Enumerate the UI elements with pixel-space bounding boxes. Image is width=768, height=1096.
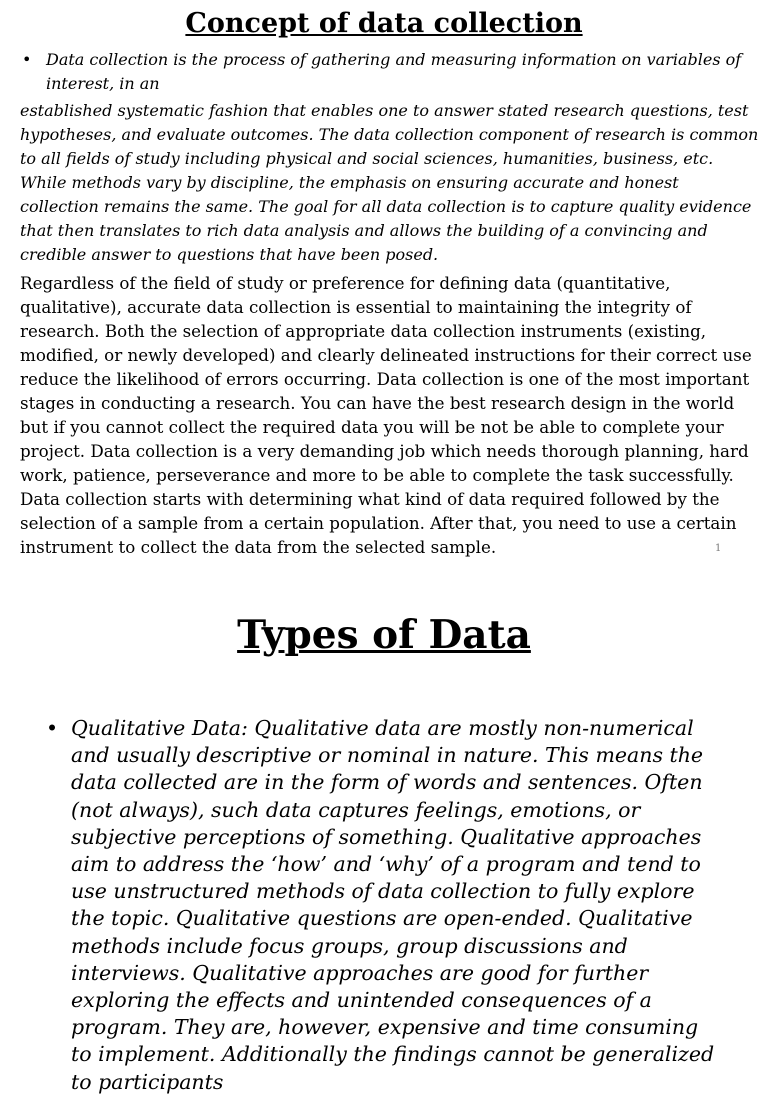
page-number: 1 bbox=[715, 543, 722, 554]
slide-title: Concept of data collection bbox=[185, 8, 583, 39]
italic-paragraph: established systematic fashion that enables one to answer stated research questions, test hypotheses, and evaluate outcomes. The data collection component of research is common to all fields of study including physical and social sciences, humanities, business, etc. While methods vary by discipline, the emphasis on ensuring accurate and honest collection remains the same. The goal for all data collection is to capture quality evidence that then translates to rich data analysis and allows the building of a convincing and credible answer to questions that have been posed. bbox=[20, 101, 759, 264]
bullet-item bbox=[46, 715, 718, 1096]
bullet-text: Qualitative Data: Qualitative data are mostly non-numerical and usually descriptive or nominal in nature. This means the data collected are in the form of words and sentences. Often (not always), such data captures feelings, emotions, or subjective perceptions of something. Qualitative approaches aim to address the ‘how’ and ‘why’ of a program and tend to use unstructured methods of data collection to fully explore the topic. Qualitative questions are open-ended. Qualitative methods include focus groups, group discussions and interviews. Qualitative approaches are good for further exploring the effects and unintended consequences of a program. They are, however, expensive and time consuming to implement. Additionally the findings cannot be generalized to participants bbox=[71, 716, 715, 1094]
slide-title: Types of Data bbox=[237, 612, 531, 658]
bullet-icon: • bbox=[22, 50, 32, 69]
body-paragraph: Regardless of the field of study or preference for defining data (quantitative, qualitative), accurate data collection is essential to maintaining the integrity of research. Both the selection of appropriate data collection instruments (existing, modified, or newly developed) and clearly delineated instructions for their correct use reduce the likelihood of errors occurring. Data collection is one of the most important stages in conducting a research. You can have the best research design in the world but if you cannot collect the required data you will be not be able to complete your project. Data collection is a very demanding job which needs thorough planning, hard work, patience, perseverance and more to be able to complete the task successfully. Data collection starts with determining what kind of data required followed by the selection of a sample from a certain population. After that, you need to use a certain instrument to collect the data from the selected sample. bbox=[20, 273, 752, 557]
bullet-text: Data collection is the process of gathering and measuring information on variables of interest, in an bbox=[46, 50, 742, 93]
bullet-item bbox=[22, 48, 758, 96]
bullet-icon: • bbox=[46, 716, 59, 740]
